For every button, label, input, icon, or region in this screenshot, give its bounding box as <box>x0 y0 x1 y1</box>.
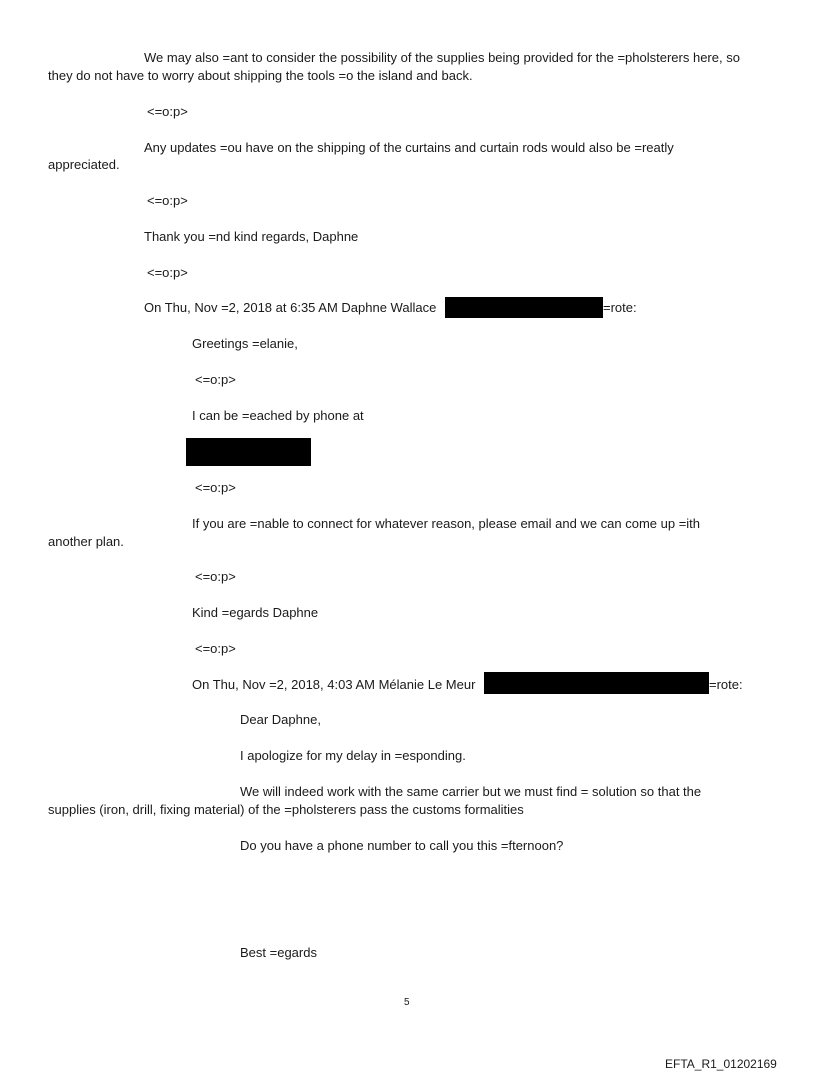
paragraph-line: appreciated. <box>48 157 120 172</box>
op-marker: <=o:p> <box>195 569 236 584</box>
op-marker: <=o:p> <box>147 193 188 208</box>
greeting-line: Dear Daphne, <box>240 712 321 727</box>
signoff-line: Best =egards <box>240 945 317 960</box>
redaction-block <box>445 297 603 318</box>
paragraph-line: I can be =eached by phone at <box>192 408 364 423</box>
paragraph-line: We will indeed work with the same carrier but we must find = solution so that the <box>240 784 702 799</box>
quote-header-suffix: =rote: <box>603 300 637 315</box>
paragraph-line: another plan. <box>48 534 124 549</box>
quote-header: On Thu, Nov =2, 2018, 4:03 AM Mélanie Le Meur <box>192 677 476 692</box>
greeting-line: Greetings =elanie, <box>192 336 298 351</box>
paragraph-line: Any updates =ou have on the shipping of the curtains and curtain rods would also be =reatly <box>144 140 674 155</box>
op-marker: <=o:p> <box>147 265 188 280</box>
paragraph-line: supplies (iron, drill, fixing material) of the =pholsterers pass the customs formalities <box>48 802 524 817</box>
signoff-line: Kind =egards Daphne <box>192 605 319 620</box>
op-marker: <=o:p> <box>195 372 236 387</box>
signoff-line: Thank you =nd kind regards, Daphne <box>144 229 359 244</box>
paragraph-line: We may also =ant to consider the possibility of the supplies being provided for the =pholsterers here, so <box>144 50 740 65</box>
document-id: EFTA_R1_01202169 <box>665 1057 777 1071</box>
op-marker: <=o:p> <box>195 641 236 656</box>
paragraph-line: they do not have to worry about shipping the tools =o the island and back. <box>48 68 473 83</box>
redaction-block <box>186 438 311 466</box>
quote-header-suffix: =rote: <box>709 677 743 692</box>
paragraph-line: Do you have a phone number to call you this =fternoon? <box>240 838 564 853</box>
paragraph-line: If you are =nable to connect for whatever reason, please email and we can come up =ith <box>192 516 701 531</box>
redaction-block <box>484 672 709 694</box>
op-marker: <=o:p> <box>195 480 236 495</box>
paragraph-line: I apologize for my delay in =esponding. <box>240 748 466 763</box>
quote-header: On Thu, Nov =2, 2018 at 6:35 AM Daphne Wallace <box>144 300 437 315</box>
page-number: 5 <box>404 997 410 1008</box>
op-marker: <=o:p> <box>147 104 188 119</box>
